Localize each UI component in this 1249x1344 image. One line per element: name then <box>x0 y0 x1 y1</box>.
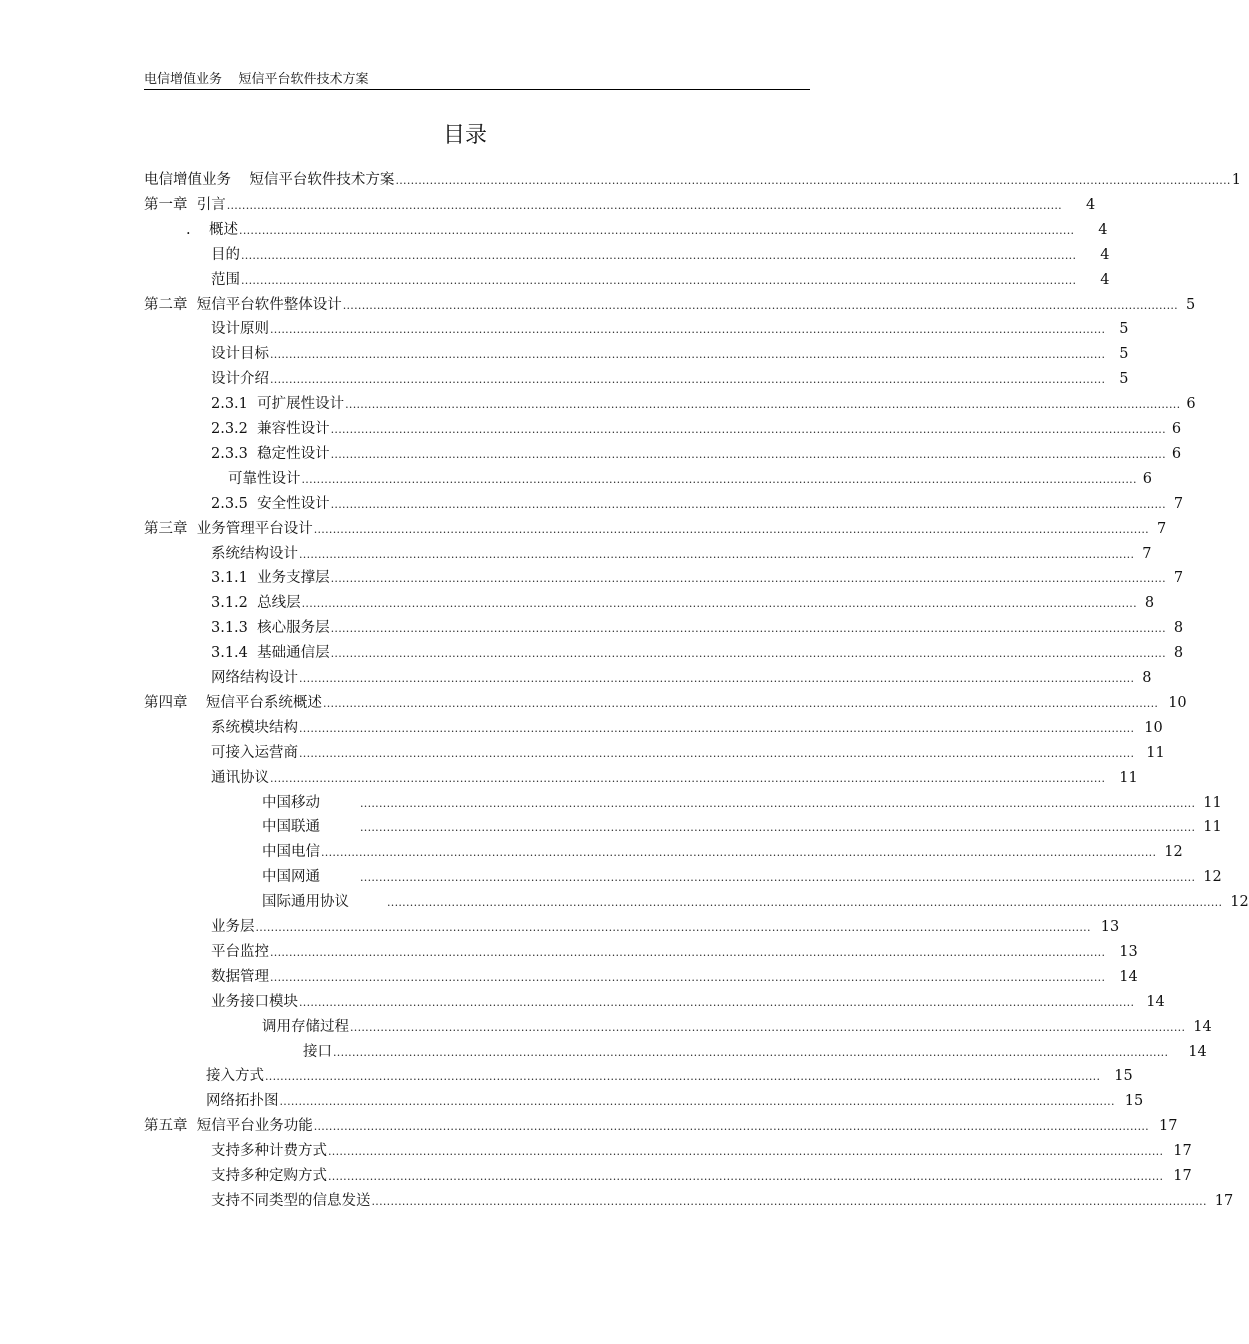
toc-entry-label: 第五章 短信平台业务功能 <box>144 1118 313 1135</box>
toc-entry-label: 2.3.1 可扩展性设计 <box>211 396 345 413</box>
toc-entry[interactable] <box>211 243 1110 268</box>
toc-entry-label: 系统结构设计 <box>211 545 298 562</box>
toc-leader-dots: ............................................................................................................................................................................................................................ <box>239 223 1075 237</box>
toc-leader-dots: ............................................................................................................................................................................................................................ <box>301 597 1137 611</box>
toc-leader-dots: ............................................................................................................................................................................................................................ <box>387 896 1223 910</box>
toc-entry-page: 5 <box>1119 346 1129 363</box>
toc-entry[interactable] <box>262 865 1222 890</box>
toc-entry-label: 国际通用协议 <box>262 894 349 911</box>
toc-entry[interactable] <box>262 1015 1212 1040</box>
toc-entry[interactable] <box>262 791 1222 816</box>
toc-entry-label: 业务接口模块 <box>211 993 298 1010</box>
toc-entry-label: 系统模块结构 <box>211 719 298 736</box>
toc-entry[interactable] <box>211 940 1138 965</box>
toc-leader-dots: ............................................................................................................................................................................................................................ <box>226 198 1062 212</box>
toc-title: 目录 <box>442 123 487 148</box>
toc-entry[interactable] <box>144 691 1187 716</box>
toc-leader-dots: ............................................................................................................................................................................................................................ <box>270 348 1106 362</box>
toc-entry-page: 7 <box>1173 570 1184 587</box>
toc-entry[interactable] <box>211 915 1120 940</box>
toc-leader-dots: ............................................................................................................................................................................................................................ <box>255 921 1091 934</box>
toc-entry-label: 3.1.1 业务支撑层 <box>211 570 330 587</box>
toc-entry[interactable] <box>211 342 1129 367</box>
toc-entry[interactable] <box>211 268 1110 293</box>
toc-entry[interactable] <box>211 591 1155 616</box>
toc-entry-page: 10 <box>1144 719 1163 736</box>
toc-entry-page: 14 <box>1146 993 1165 1010</box>
toc-entry-page: 6 <box>1171 421 1182 437</box>
toc-entry-label: 接入方式 <box>206 1068 264 1085</box>
toc-entry-page: 8 <box>1142 670 1152 686</box>
toc-leader-dots: ............................................................................................................................................................................................................................ <box>321 846 1157 860</box>
toc-leader-dots: ............................................................................................................................................................................................................................ <box>371 1194 1207 1208</box>
toc-entry-page: 11 <box>1146 744 1165 761</box>
toc-leader-dots: ............................................................................................................................................................................................................................ <box>241 273 1077 287</box>
toc-entry[interactable] <box>211 741 1165 766</box>
toc-entry-page: 11 <box>1119 769 1138 786</box>
toc-entry[interactable] <box>211 1139 1192 1164</box>
toc-entry-page: 17 <box>1173 1143 1192 1160</box>
toc-leader-dots: ............................................................................................................................................................................................................................ <box>328 1145 1164 1159</box>
toc-entry-page: 4 <box>1100 246 1110 263</box>
toc-entry-label: 设计介绍 <box>211 371 269 388</box>
toc-entry-label: 2.3.5 安全性设计 <box>211 495 330 512</box>
toc-entry-page: 17 <box>1173 1168 1192 1184</box>
toc-entry[interactable] <box>206 1064 1133 1089</box>
toc-entry[interactable] <box>211 442 1182 467</box>
toc-entry[interactable] <box>211 317 1129 342</box>
toc-entry[interactable] <box>211 367 1129 392</box>
toc-leader-dots: ............................................................................................................................................................................................................................ <box>270 970 1106 984</box>
toc-leader-dots: ............................................................................................................................................................................................................................ <box>299 547 1135 561</box>
toc-leader-dots: ............................................................................................................................................................................................................................ <box>299 672 1135 685</box>
toc-leader-dots: ............................................................................................................................................................................................................................ <box>330 647 1166 661</box>
toc-entry-label: 支持多种定购方式 <box>211 1168 327 1184</box>
toc-entry[interactable] <box>211 566 1184 591</box>
toc-entry-page: 4 <box>1100 271 1110 288</box>
toc-entry-page: 17 <box>1158 1118 1178 1135</box>
toc-entry-label: 第一章 引言 <box>144 196 226 213</box>
toc-entry-page: 7 <box>1142 545 1152 562</box>
toc-entry-page: 14 <box>1188 1043 1207 1060</box>
toc-entry-label: 第二章 短信平台软件整体设计 <box>144 296 342 313</box>
toc-entry-label: 设计原则 <box>211 321 269 338</box>
toc-entry-page: 10 <box>1168 694 1187 711</box>
toc-entry[interactable] <box>144 193 1096 218</box>
toc-entry[interactable] <box>211 716 1163 741</box>
toc-entry-page: 17 <box>1214 1192 1234 1209</box>
toc-entry-page: 4 <box>1098 221 1108 238</box>
toc-entry-page: 7 <box>1173 495 1184 512</box>
toc-entry[interactable] <box>262 815 1222 840</box>
toc-entry-page: 8 <box>1144 595 1155 612</box>
toc-entry-label: 通讯协议 <box>211 769 269 786</box>
toc-leader-dots: ............................................................................................................................................................................................................................ <box>360 821 1196 835</box>
toc-leader-dots: ............................................................................................................................................................................................................................ <box>395 174 1231 187</box>
toc-entry-page: 11 <box>1203 794 1222 811</box>
toc-leader-dots: ............................................................................................................................................................................................................................ <box>345 398 1181 412</box>
toc-entry[interactable] <box>262 890 1249 915</box>
toc-entry-page: 6 <box>1186 396 1196 413</box>
toc-leader-dots: ............................................................................................................................................................................................................................ <box>270 771 1106 785</box>
page-header: 电信增值业务 短信平台软件技术方案 <box>144 72 369 87</box>
toc-leader-dots: ............................................................................................................................................................................................................................ <box>322 696 1159 710</box>
toc-leader-dots: ............................................................................................................................................................................................................................ <box>333 1045 1169 1059</box>
toc-entry-label: 业务层 <box>211 919 255 935</box>
toc-entry[interactable] <box>211 641 1184 666</box>
toc-leader-dots: ............................................................................................................................................................................................................................ <box>330 447 1166 461</box>
toc-leader-dots: ............................................................................................................................................................................................................................ <box>279 1095 1115 1109</box>
toc-entry[interactable] <box>211 766 1138 791</box>
toc-entry[interactable] <box>303 1040 1207 1065</box>
toc-entry-page: 11 <box>1203 819 1222 836</box>
toc-entry-page: 12 <box>1164 844 1183 861</box>
toc-entry[interactable] <box>211 492 1184 517</box>
toc-entry[interactable] <box>144 1114 1178 1139</box>
toc-leader-dots: ............................................................................................................................................................................................................................ <box>270 945 1106 959</box>
toc-entry-label: 网络拓扑图 <box>206 1093 279 1110</box>
toc-entry-page: 8 <box>1173 645 1184 662</box>
toc-entry-label: 电信增值业务 短信平台软件技术方案 <box>144 172 395 188</box>
toc-leader-dots: ............................................................................................................................................................................................................................ <box>360 796 1196 810</box>
toc-entry[interactable] <box>211 1164 1192 1189</box>
toc-entry-label: 接口 <box>303 1043 332 1060</box>
toc-leader-dots: ............................................................................................................................................................................................................................ <box>350 1020 1186 1034</box>
toc-entry-page: 15 <box>1114 1068 1133 1085</box>
toc-entry-label: 支持多种计费方式 <box>211 1143 327 1160</box>
toc-entry[interactable] <box>144 293 1196 318</box>
toc-entry[interactable] <box>262 840 1183 865</box>
toc-entry[interactable] <box>211 417 1182 442</box>
toc-leader-dots: ............................................................................................................................................................................................................................ <box>265 1070 1101 1084</box>
toc-entry-label: 中国网通 <box>262 869 320 886</box>
toc-entry-label: 2.3.2 兼容性设计 <box>211 421 330 437</box>
toc-entry-page: 5 <box>1119 371 1129 388</box>
toc-leader-dots: ............................................................................................................................................................................................................................ <box>270 373 1106 387</box>
toc-entry-label: 3.1.3 核心服务层 <box>211 620 330 637</box>
toc-entry-page: 4 <box>1085 196 1096 213</box>
toc-leader-dots: ............................................................................................................................................................................................................................ <box>241 248 1077 262</box>
toc-entry-page: 8 <box>1173 620 1184 637</box>
toc-entry-label: 2.3.3 稳定性设计 <box>211 445 330 462</box>
toc-entry-page: 5 <box>1119 321 1129 338</box>
toc-entry-page: 13 <box>1100 919 1120 935</box>
toc-entry-label: . 概述 <box>186 221 239 238</box>
toc-entry-label: 可接入运营商 <box>211 744 298 761</box>
toc-entry-label: 中国移动 <box>262 794 320 811</box>
toc-entry[interactable] <box>211 542 1152 567</box>
toc-entry[interactable] <box>211 392 1196 417</box>
toc-leader-dots: ............................................................................................................................................................................................................................ <box>299 721 1135 735</box>
toc-leader-dots: ............................................................................................................................................................................................................................ <box>330 572 1166 586</box>
toc-entry-label: 平台监控 <box>211 943 269 960</box>
toc-leader-dots: ............................................................................................................................................................................................................................ <box>299 995 1135 1009</box>
toc-entry[interactable] <box>206 1089 1144 1114</box>
toc-entry-label: 范围 <box>211 271 240 288</box>
toc-leader-dots: ............................................................................................................................................................................................................................ <box>299 746 1135 760</box>
toc-entry[interactable] <box>144 168 1241 193</box>
toc-leader-dots: ............................................................................................................................................................................................................................ <box>360 871 1196 885</box>
toc-entry-page: 7 <box>1156 520 1167 537</box>
toc-entry-page: 14 <box>1193 1018 1212 1035</box>
toc-entry-label: 网络结构设计 <box>211 670 298 686</box>
toc-leader-dots: ............................................................................................................................................................................................................................ <box>313 522 1149 536</box>
toc-entry-label: 第三章 业务管理平台设计 <box>144 520 313 537</box>
toc-entry-page: 13 <box>1119 943 1138 960</box>
toc-entry-label: 第四章 短信平台系统概述 <box>144 694 322 711</box>
toc-entry-label: 3.1.4 基础通信层 <box>211 645 330 662</box>
toc-entry-page: 14 <box>1119 968 1138 985</box>
toc-entry-label: 设计目标 <box>211 346 269 363</box>
toc-entry-label: 目的 <box>211 246 240 263</box>
toc-entry-label: 调用存储过程 <box>262 1018 349 1035</box>
toc-entry[interactable] <box>228 467 1152 492</box>
toc-entry[interactable] <box>186 218 1108 243</box>
toc-entry-label: 中国联通 <box>262 819 320 836</box>
toc-leader-dots: ............................................................................................................................................................................................................................ <box>313 1120 1149 1134</box>
toc-entry-page: 12 <box>1230 894 1249 911</box>
toc-leader-dots: ............................................................................................................................................................................................................................ <box>330 622 1166 636</box>
toc-leader-dots: ............................................................................................................................................................................................................................ <box>301 472 1137 486</box>
toc-entry[interactable] <box>211 990 1165 1015</box>
toc-entry-page: 12 <box>1203 869 1222 886</box>
toc-entry-page: 5 <box>1185 296 1196 313</box>
toc-entry-label: 支持不同类型的信息发送 <box>211 1192 371 1209</box>
toc-leader-dots: ............................................................................................................................................................................................................................ <box>330 423 1166 436</box>
toc-entry-page: 15 <box>1124 1093 1144 1110</box>
header-rule <box>144 89 810 90</box>
toc-entry[interactable] <box>211 965 1138 990</box>
toc-entry-page: 1 <box>1231 172 1241 188</box>
toc-entry-page: 6 <box>1142 470 1152 487</box>
toc-leader-dots: ............................................................................................................................................................................................................................ <box>330 497 1166 511</box>
toc-leader-dots: ............................................................................................................................................................................................................................ <box>342 298 1178 312</box>
toc-entry-label: 数据管理 <box>211 968 269 985</box>
toc-entry-label: 中国电信 <box>262 844 320 861</box>
toc-entry[interactable] <box>211 1189 1234 1214</box>
toc-leader-dots: ............................................................................................................................................................................................................................ <box>328 1170 1164 1183</box>
toc-entry[interactable] <box>211 616 1184 641</box>
toc-entry[interactable] <box>211 666 1152 691</box>
toc-entry-page: 6 <box>1171 445 1182 462</box>
toc-entry[interactable] <box>144 517 1167 542</box>
toc-leader-dots: ............................................................................................................................................................................................................................ <box>270 323 1106 337</box>
toc-entry-label: 可靠性设计 <box>228 470 301 487</box>
toc-entry-label: 3.1.2 总线层 <box>211 595 301 612</box>
